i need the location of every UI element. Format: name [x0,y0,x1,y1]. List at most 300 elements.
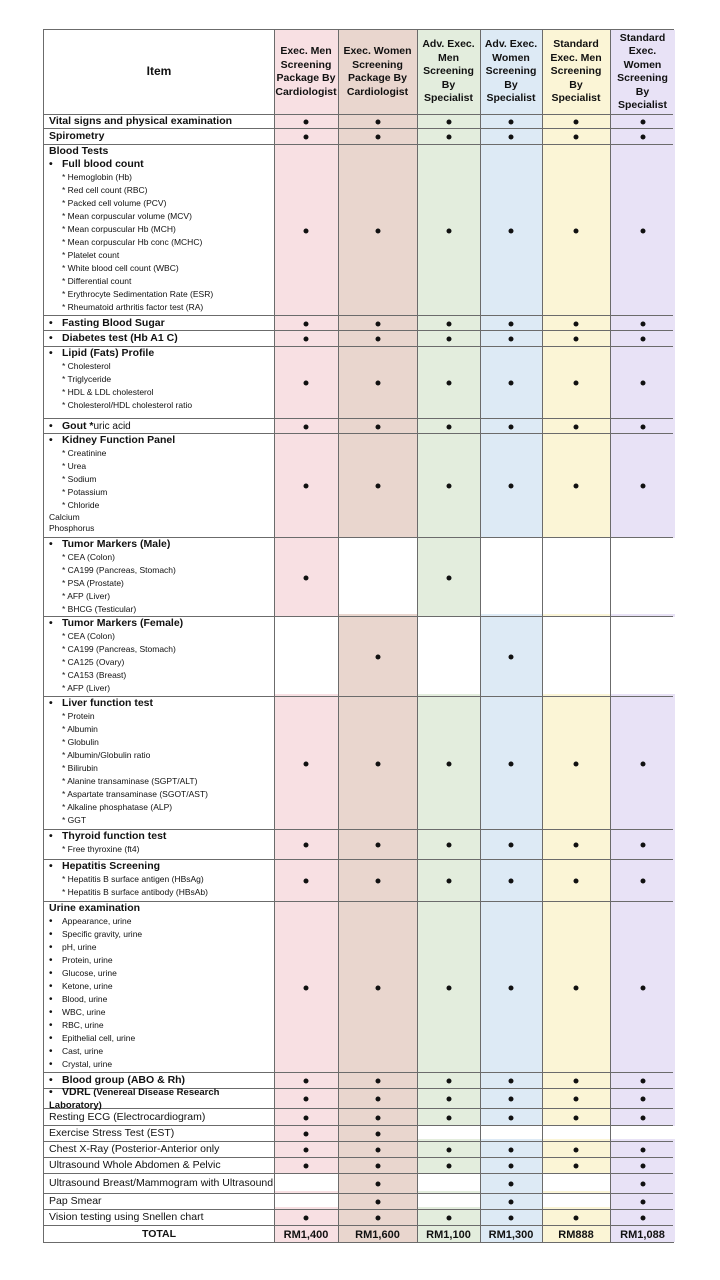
included-dot [574,120,579,125]
empty-cell [417,617,480,694]
sub-item: * Erythrocyte Sedimentation Rate (ESR) [62,289,214,299]
sub-item: * BHCG (Testicular) [62,604,137,614]
empty-cell [542,1174,610,1191]
sub-item-text: pH, urine [62,942,97,952]
empty-cell [480,538,542,614]
bullet-icon: • [49,419,53,432]
sub-item: * Triglyceride [62,374,112,384]
item-title-text: Vision testing using Snellen chart [49,1211,204,1223]
included-dot [304,1164,309,1169]
included-dot [375,1182,380,1187]
included-dot [375,381,380,386]
empty-cell [542,538,610,614]
bullet-icon: • [49,994,53,1005]
bullet-icon: • [49,158,53,170]
included-dot [375,1148,380,1153]
sub-item: * Protein [62,711,95,721]
sub-item: * Creatinine [62,448,107,458]
sub-item: * Hepatitis B surface antibody (HBsAb) [62,887,208,897]
package-header: Exec. Women Screening Package By Cardiologist [343,45,412,98]
included-dot [574,1216,579,1221]
package-price: RM1,400 [283,1228,329,1241]
included-dot [509,843,514,848]
item-title-text: Full blood count [62,158,144,170]
sub-item: * Albumin [62,724,98,734]
sub-item-text: WBC, urine [62,1007,106,1017]
item-title [49,860,274,873]
included-dot [509,1115,514,1120]
row-item [44,1194,274,1209]
included-dot [640,1200,645,1205]
included-dot [574,879,579,884]
row-item [44,1109,274,1125]
item-title-suffix: uric acid [93,420,131,432]
included-dot [304,135,309,140]
bullet-icon: • [49,1033,53,1044]
empty-cell [542,617,610,694]
sub-item [49,1006,274,1019]
sub-item-text: Blood, urine [62,994,108,1004]
included-dot [375,879,380,884]
empty-cell [480,1126,542,1139]
package-price: RM1,100 [426,1228,471,1241]
included-dot [446,1148,451,1153]
bullet-icon: • [49,617,53,629]
bullet-icon: • [49,697,53,709]
bullet-icon: • [49,332,53,344]
item-title [49,538,274,551]
screening-packages-table [43,29,674,1243]
row-item [44,129,274,144]
included-dot [304,321,309,326]
sub-item: * Sodium [62,474,97,484]
included-dot [304,484,309,489]
row-item [44,1142,274,1157]
column-divider [480,30,481,1242]
included-dot [446,879,451,884]
sub-item-text: Glucose, urine [62,968,117,978]
sub-item: * Bilirubin [62,763,98,773]
included-dot [574,1097,579,1102]
included-dot [509,228,514,233]
sub-item [49,1058,274,1071]
included-dot [640,424,645,429]
row-item [44,1158,274,1173]
bullet-icon: • [49,968,53,979]
bullet-icon: • [49,916,53,927]
item-title [49,1211,204,1224]
sub-item: * Mean corpuscular Hb conc (MCHC) [62,237,203,247]
sub-item [49,928,274,941]
included-dot [375,1200,380,1205]
empty-cell [542,1194,610,1207]
bullet-icon: • [49,1046,53,1057]
included-dot [509,424,514,429]
item-title [49,902,274,915]
item-title-text: Gout * [62,419,94,432]
included-dot [304,228,309,233]
sub-item: * Cholesterol/HDL cholesterol ratio [62,400,193,410]
empty-cell [417,1126,480,1139]
item-title-text: Tumor Markers (Female) [62,617,184,629]
included-dot [640,879,645,884]
included-dot [640,1216,645,1221]
included-dot [304,381,309,386]
package-header: Standard Exec. Women Screening By Specialist [617,31,668,111]
included-dot [509,1097,514,1102]
included-dot [446,424,451,429]
included-dot [640,1097,645,1102]
included-dot [375,1216,380,1221]
included-dot [446,321,451,326]
row-item [44,316,274,330]
package-price: RM1,600 [355,1228,400,1241]
section-title: Blood Tests [49,145,109,157]
included-dot [640,1115,645,1120]
sub-item [49,980,274,993]
package-header: Standard Exec. Men Screening By Specialist [550,38,602,105]
item-title-text: Chest X-Ray (Posterior-Anterior only [49,1143,220,1155]
row-item [44,419,274,433]
sub-item-text: Epithelial cell, urine [62,1033,136,1043]
included-dot [574,1079,579,1084]
item-title-text: VDRL [62,1085,91,1098]
included-dot [574,761,579,766]
included-dot [375,1115,380,1120]
bullet-icon: • [49,1007,53,1018]
row-item [44,1210,274,1225]
empty-cell [274,1174,338,1191]
included-dot [446,228,451,233]
included-dot [509,381,514,386]
item-title [49,1127,174,1140]
bullet-icon: • [49,434,53,446]
sub-item-text: RBC, urine [62,1020,104,1030]
included-dot [640,985,645,990]
included-dot [509,1216,514,1221]
sub-item [49,1032,274,1045]
included-dot [304,575,309,580]
sub-item-text: Specific gravity, urine [62,929,143,939]
bullet-icon: • [49,1020,53,1031]
item-title [49,1195,102,1208]
included-dot [574,985,579,990]
included-dot [640,1079,645,1084]
included-dot [446,1216,451,1221]
sub-item: * Differential count [62,276,132,286]
column-divider [542,30,543,1242]
included-dot [304,1097,309,1102]
sub-item [49,1019,274,1032]
included-dot [640,843,645,848]
sub-item: * Aspartate transaminase (SGOT/AST) [62,789,208,799]
included-dot [640,484,645,489]
sub-item-text: Ketone, urine [62,981,113,991]
column-divider [610,30,611,1242]
bullet-icon: • [49,860,53,872]
included-dot [509,1182,514,1187]
included-dot [375,1132,380,1137]
included-dot [574,228,579,233]
sub-item [49,967,274,980]
sub-item: * Cholesterol [62,361,111,371]
included-dot [574,1164,579,1169]
sub-item-text: Crystal, urine [62,1059,113,1069]
sub-item: * Urea [62,461,87,471]
row-item [44,902,274,1072]
row-item [44,538,274,616]
included-dot [375,135,380,140]
included-dot [375,985,380,990]
sub-item: * Red cell count (RBC) [62,185,148,195]
sub-item: * PSA (Prostate) [62,578,124,588]
sub-item: * Chloride [62,500,100,510]
empty-cell [610,1126,675,1139]
column-background [480,30,542,1242]
included-dot [304,337,309,342]
sub-item: * Albumin/Globulin ratio [62,750,151,760]
included-dot [446,381,451,386]
included-dot [375,1097,380,1102]
included-dot [574,843,579,848]
item-title-text: Exercise Stress Test (EST) [49,1127,175,1139]
included-dot [304,120,309,125]
included-dot [509,761,514,766]
included-dot [446,843,451,848]
item-title [49,332,178,345]
row-item [44,830,274,859]
included-dot [574,337,579,342]
bullet-icon: • [49,538,53,550]
included-dot [304,985,309,990]
included-dot [509,120,514,125]
item-title-text: Ultrasound Whole Abdomen & Pelvic [49,1159,221,1171]
item-title [49,347,274,360]
included-dot [304,761,309,766]
included-dot [304,843,309,848]
included-dot [446,484,451,489]
row-item [44,697,274,829]
included-dot [446,337,451,342]
included-dot [640,381,645,386]
included-dot [446,985,451,990]
sub-item-text: Cast, urine [62,1046,104,1056]
sub-item: Calcium [49,512,80,522]
included-dot [375,424,380,429]
included-dot [640,120,645,125]
included-dot [574,381,579,386]
included-dot [375,120,380,125]
included-dot [509,655,514,660]
included-dot [375,761,380,766]
item-title-text: Urine examination [49,902,141,914]
sub-item: * AFP (Liver) [62,591,111,601]
item-title-text: Tumor Markers (Male) [62,538,171,550]
row-item [44,1085,274,1111]
empty-cell [338,538,417,614]
included-dot [446,1097,451,1102]
column-divider [274,30,275,1242]
included-dot [304,424,309,429]
item-title-suffix: (Venereal Disease Research Laboratory) [49,1086,220,1111]
row-item [44,617,274,696]
sub-item: * AFP (Liver) [62,683,111,693]
included-dot [640,1148,645,1153]
included-dot [446,135,451,140]
included-dot [509,1200,514,1205]
item-title [49,617,274,630]
sub-item: * CA153 (Breast) [62,670,127,680]
included-dot [509,1164,514,1169]
column-divider [417,30,418,1242]
included-dot [509,1079,514,1084]
item-title-text: Diabetes test (Hb A1 C) [62,332,178,344]
bullet-icon: • [49,1059,53,1070]
bullet-icon: • [49,316,53,329]
item-title [49,830,274,843]
included-dot [640,135,645,140]
sub-item: * CEA (Colon) [62,552,115,562]
included-dot [640,761,645,766]
empty-cell [542,1126,610,1139]
item-title-text: Pap Smear [49,1195,102,1207]
empty-cell [274,617,338,694]
item-title [49,1111,205,1124]
included-dot [375,843,380,848]
row-item [44,115,274,128]
included-dot [509,321,514,326]
included-dot [640,1182,645,1187]
total-label: TOTAL [141,1228,177,1240]
item-title [49,1086,274,1112]
item-title [49,1159,221,1172]
included-dot [375,655,380,660]
empty-cell [417,1174,480,1191]
sub-item: * Platelet count [62,250,120,260]
package-header: Adv. Exec. Men Screening By Specialist [422,38,475,105]
included-dot [304,1132,309,1137]
item-title-text: Vital signs and physical examination [49,115,233,127]
included-dot [375,337,380,342]
sub-item: * GGT [62,815,87,825]
included-dot [375,484,380,489]
included-dot [304,879,309,884]
item-title-text: Blood group (ABO & Rh) [62,1074,186,1086]
sub-item: * Globulin [62,737,99,747]
item-title [49,1177,273,1190]
included-dot [446,1079,451,1084]
included-dot [304,1148,309,1153]
sub-item: * Rheumatoid arthritis factor test (RA) [62,302,204,312]
item-title-text: Hepatitis Screening [62,860,161,872]
bullet-icon: • [49,830,53,842]
included-dot [640,321,645,326]
included-dot [574,1115,579,1120]
row-item [44,1174,274,1193]
included-dot [509,985,514,990]
sub-item [49,915,274,928]
included-dot [304,1115,309,1120]
bullet-icon: • [49,347,53,359]
sub-item: * Hemoglobin (Hb) [62,172,132,182]
package-price: RM888 [558,1228,594,1241]
included-dot [509,484,514,489]
included-dot [446,120,451,125]
sub-item: * Hepatitis B surface antigen (HBsAg) [62,874,204,884]
item-title [49,130,104,143]
sub-item: * CEA (Colon) [62,631,115,641]
item-title-text: Spirometry [49,130,105,142]
sub-item: * CA199 (Pancreas, Stomach) [62,644,176,654]
sub-item: * White blood cell count (WBC) [62,263,179,273]
sub-item: Phosphorus [49,523,95,533]
included-dot [304,1216,309,1221]
included-dot [375,321,380,326]
bullet-icon: • [49,929,53,940]
item-title-text: Lipid (Fats) Profile [62,347,155,359]
included-dot [640,337,645,342]
included-dot [375,1079,380,1084]
included-dot [509,879,514,884]
included-dot [446,1115,451,1120]
column-divider [338,30,339,1242]
sub-item: * Free thyroxine (ft4) [62,844,140,854]
included-dot [574,424,579,429]
included-dot [574,484,579,489]
sub-item: * Mean corpuscular Hb (MCH) [62,224,176,234]
item-title-text: Ultrasound Breast/Mammogram with Ultrasound [49,1177,274,1189]
column-background [338,30,417,1242]
included-dot [446,761,451,766]
included-dot [446,575,451,580]
sub-item-text: Appearance, urine [62,916,132,926]
item-title-text: Fasting Blood Sugar [62,316,165,329]
included-dot [375,1164,380,1169]
bullet-icon: • [49,955,53,966]
included-dot [509,337,514,342]
bullet-icon: • [49,1085,53,1098]
included-dot [574,1148,579,1153]
item-title-text: Liver function test [62,697,154,709]
row-item [44,347,274,418]
sub-item: * Mean corpuscular volume (MCV) [62,211,192,221]
included-dot [640,1164,645,1169]
sub-item: * Packed cell volume (PCV) [62,198,167,208]
item-title [49,317,165,330]
sub-item [49,954,274,967]
included-dot [509,1148,514,1153]
included-dot [574,321,579,326]
sub-item: * HDL & LDL cholesterol [62,387,154,397]
row-item [44,860,274,901]
sub-item: * CA125 (Ovary) [62,657,125,667]
sub-item: * Potassium [62,487,108,497]
package-header: Adv. Exec. Women Screening By Specialist [484,38,538,105]
item-header: Item [146,64,172,79]
bullet-icon: • [49,981,53,992]
sub-item: * CA199 (Pancreas, Stomach) [62,565,176,575]
included-dot [375,228,380,233]
item-title [49,1143,219,1156]
empty-cell [610,617,675,694]
package-header: Exec. Men Screening Package By Cardiologist [275,45,337,98]
sub-item-text: Protein, urine [62,955,113,965]
item-title-text: Kidney Function Panel [62,434,176,446]
package-price: RM1,300 [488,1228,534,1241]
sub-item [49,993,274,1006]
row-item [44,1126,274,1141]
included-dot [446,1164,451,1169]
